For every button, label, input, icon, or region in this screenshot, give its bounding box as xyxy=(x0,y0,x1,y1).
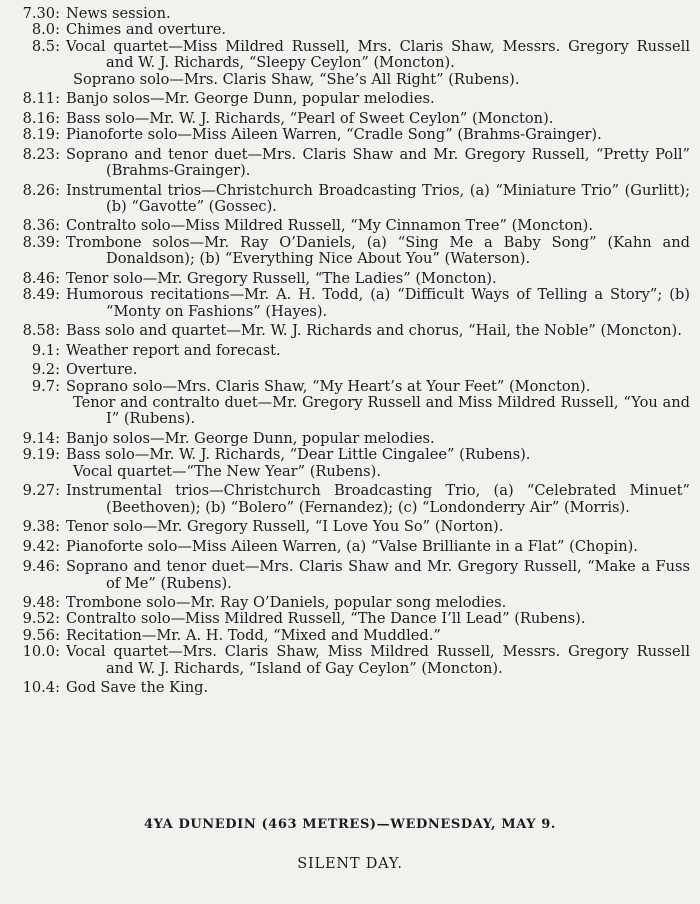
entry-time: 9.52: xyxy=(22,610,60,628)
entry-text: Vocal quartet—Miss Mildred Russell, Mrs. Claris Shaw, Messrs. Gregory Russell and W. J. Richards, “Sleepy Ceylon” (Moncton). xyxy=(66,37,690,72)
programme-entry xyxy=(0,644,700,677)
programme-entry xyxy=(0,39,700,72)
entry-text: Bass solo and quartet—Mr. W. J. Richards and chorus, “Hail, the Noble” (Moncton). xyxy=(66,322,682,340)
entry-time: 9.19: xyxy=(22,446,60,464)
entry-text: Overture. xyxy=(66,361,138,379)
programme-list xyxy=(0,6,700,697)
entry-time: 8.49: xyxy=(22,286,60,304)
programme-entry xyxy=(0,287,700,320)
entry-time: 8.19: xyxy=(22,126,60,144)
entry-text: Vocal quartet—Mrs. Claris Shaw, Miss Mildred Russell, Messrs. Gregory Russell and W. J. Richards, “Island of Gay Ceylon” (Moncton). xyxy=(66,643,690,677)
entry-text: Chimes and overture. xyxy=(66,21,227,39)
entry-text: Tenor and contralto duet—Mr. Gregory Russell and Miss Mildred Russell, “You and I” (Rubens). xyxy=(73,393,690,428)
entry-text: Bass solo—Mr. W. J. Richards, “Dear Little Cingalee” (Rubens). xyxy=(66,446,531,464)
entry-text: Banjo solos—Mr. George Dunn, popular melodies. xyxy=(66,90,435,108)
entry-text: Instrumental trios—Christchurch Broadcasting Trios, (a) “Miniature Trio” (Gurlitt); (b) “Gavotte” (Gossec). xyxy=(66,181,690,215)
programme-entry xyxy=(0,447,700,463)
entry-text: Humorous recitations—Mr. A. H. Todd, (a) “Difficult Ways of Telling a Story”; (b) “Monty on Fashions” (Hayes). xyxy=(66,286,690,320)
programme-entry xyxy=(0,72,700,88)
programme-entry xyxy=(0,539,700,555)
entry-time: 8.23: xyxy=(22,145,60,163)
programme-entry xyxy=(0,111,700,127)
programme-entry xyxy=(0,483,700,516)
entry-time: 8.26: xyxy=(22,181,60,199)
entry-time: 9.46: xyxy=(22,558,60,576)
entry-text: Soprano solo—Mrs. Claris Shaw, “My Heart’s at Your Feet” (Moncton). xyxy=(66,377,591,395)
entry-time: 9.42: xyxy=(22,537,60,555)
entry-text: Soprano and tenor duet—Mrs. Claris Shaw and Mr. Gregory Russell, “Make a Fuss of Me” (Rubens). xyxy=(66,558,690,592)
programme-entry xyxy=(0,519,700,535)
entry-time: 9.1: xyxy=(31,341,60,359)
entry-time: 9.27: xyxy=(22,482,60,500)
entry-text: Pianoforte solo—Miss Aileen Warren, “Cradle Song” (Brahms-Grainger). xyxy=(66,126,602,144)
entry-time: 9.2: xyxy=(31,361,60,379)
entry-time: 8.39: xyxy=(22,233,60,251)
entry-text: Pianoforte solo—Miss Aileen Warren, (a) “Valse Brilliante in a Flat” (Chopin). xyxy=(66,537,638,555)
entry-time: 7.30: xyxy=(22,5,60,22)
programme-entry xyxy=(0,22,700,38)
programme-entry xyxy=(0,559,700,592)
entry-text: Tenor solo—Mr. Gregory Russell, “I Love You So” (Norton). xyxy=(66,518,504,536)
entry-text: Weather report and forecast. xyxy=(66,341,281,359)
entry-time: 8.58: xyxy=(22,322,60,340)
programme-entry xyxy=(0,431,700,447)
programme-entry xyxy=(0,235,700,268)
programme-entry xyxy=(0,91,700,107)
programme-entry xyxy=(0,271,700,287)
entry-text: Contralto solo—Miss Mildred Russell, “The Dance I’ll Lead” (Rubens). xyxy=(66,610,586,628)
entry-time: 9.38: xyxy=(22,518,60,536)
programme-entry xyxy=(0,218,700,234)
entry-text: Vocal quartet—“The New Year” (Rubens). xyxy=(73,462,382,480)
entry-time: 8.16: xyxy=(22,109,60,127)
entry-text: God Save the King. xyxy=(66,679,209,697)
entry-text: Soprano and tenor duet—Mrs. Claris Shaw and Mr. Gregory Russell, “Pretty Poll” (Brahms-Grainger). xyxy=(66,145,690,180)
programme-entry xyxy=(0,362,700,378)
entry-time: 9.48: xyxy=(22,593,60,611)
entry-time: 10.4: xyxy=(22,679,60,697)
programme-entry xyxy=(0,680,700,696)
entry-time: 9.7: xyxy=(31,377,60,395)
programme-entry xyxy=(0,379,700,395)
entry-time: 10.0: xyxy=(22,643,60,661)
entry-text: Banjo solos—Mr. George Dunn, popular melodies. xyxy=(66,429,435,447)
entry-time: 8.11: xyxy=(22,90,60,108)
entry-text: Bass solo—Mr. W. J. Richards, “Pearl of Sweet Ceylon” (Moncton). xyxy=(66,109,554,127)
programme-entry xyxy=(0,343,700,359)
entry-time: 9.56: xyxy=(22,626,60,644)
programme-entry xyxy=(0,127,700,143)
entry-time: 8.5: xyxy=(31,37,60,55)
programme-entry xyxy=(0,147,700,180)
programme-entry xyxy=(0,183,700,216)
silent-day-notice: SILENT DAY. xyxy=(297,856,403,872)
entry-text: Tenor solo—Mr. Gregory Russell, “The Ladies” (Moncton). xyxy=(66,269,497,287)
entry-text: Trombone solo—Mr. Ray O’Daniels, popular song melodies. xyxy=(66,593,507,611)
programme-entry xyxy=(0,595,700,611)
entry-text: Trombone solos—Mr. Ray O’Daniels, (a) “Sing Me a Baby Song” (Kahn and Donaldson); (b) “Everything Nice About You” (Waterson). xyxy=(66,233,690,268)
programme-entry xyxy=(0,395,700,428)
programme-entry xyxy=(0,628,700,644)
entry-text: Instrumental trios—Christchurch Broadcasting Trio, (a) “Celebrated Minuet” (Beethoven); (b) “Bolero” (Fernandez); (c) “Londonderry Air” (Morris). xyxy=(66,482,690,516)
programme-entry xyxy=(0,464,700,480)
entry-time: 9.14: xyxy=(22,429,60,447)
entry-text: Contralto solo—Miss Mildred Russell, “My Cinnamon Tree” (Moncton). xyxy=(66,217,593,235)
entry-time: 8.36: xyxy=(22,217,60,235)
entry-time: 8.46: xyxy=(22,269,60,287)
programme-entry xyxy=(0,611,700,627)
station-heading: 4YA DUNEDIN (463 METRES)—WEDNESDAY, MAY 9. xyxy=(143,817,557,832)
entry-text: News session. xyxy=(66,5,171,22)
entry-text: Soprano solo—Mrs. Claris Shaw, “She’s All Right” (Rubens). xyxy=(73,70,520,88)
programme-entry xyxy=(0,6,700,22)
entry-time: 8.0: xyxy=(31,21,60,39)
programme-entry xyxy=(0,323,700,339)
entry-text: Recitation—Mr. A. H. Todd, “Mixed and Muddled.” xyxy=(66,626,441,644)
